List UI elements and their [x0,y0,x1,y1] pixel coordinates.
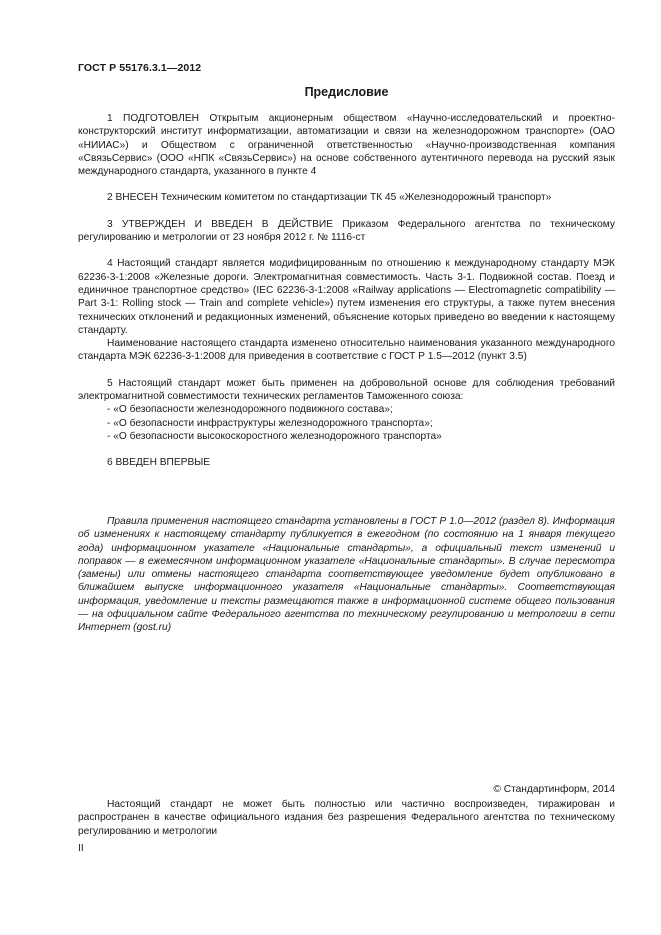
page-title: Предисловие [304,85,389,99]
paragraph-modified: 4 Настоящий стандарт является модифицированным по отношению к международному стандарту МЭК 62236-3-1:2008 «Железные дороги. Электромагнитная совместимость. Часть 3-1. Подвижной состав. Поезд и единичное транспортное средство» (IEC 62236-3-1:2008 «Railway applications — Electromagnetic compatibility — Part 3-1: Rolling stock — Train and complete vehicle») путем изменения его структуры, а также путем внесения технических отклонений и редакционных изменений, объяснение которых приведено во введении к настоящему стандарту. [78,258,615,336]
page-number: II [78,843,84,854]
paragraph-voluntary: 5 Настоящий стандарт может быть применен на добровольной основе для соблюдения требований электромагнитной совместимости технических регламентов Таможенного союза: [78,377,615,403]
list-item: - «О безопасности инфраструктуры железнодорожного транспорта»; [107,417,433,429]
paragraph-first-introduced: 6 ВВЕДЕН ВПЕРВЫЕ [107,457,211,469]
paragraph-approved: 3 УТВЕРЖДЕН И ВВЕДЕН В ДЕЙСТВИЕ Приказом Федерального агентства по техническому регулированию и метрологии от 23 ноября 2012 г. № 1116-ст [78,218,615,244]
standard-code: ГОСТ Р 55176.3.1—2012 [78,62,202,74]
paragraph-name-changed: Наименование настоящего стандарта изменено относительно наименования указанного международного стандарта МЭК 62236-3-1:2008 для приведения в соответствие с ГОСТ Р 1.5—2012 (пункт 3.5) [78,338,615,363]
usage-rules-note [78,515,615,635]
paragraph-prepared: 1 ПОДГОТОВЛЕН Открытым акционерным обществом «Научно-исследовательский и проектно-конструкторский институт информатизации, автоматизации и связи на железнодорожном транспорте» (ОАО «НИИАС») и Обществом с ограниченной ответственностью «Научно-производственная компания «СвязьСервис» (ООО «НПК «СвязьСервис») на основе собственного аутентичного перевода на русский язык международного стандарта, указанного в пункте 4 [78,113,615,178]
copyright: © Стандартинформ, 2014 [493,784,615,795]
usage-rules-text: Правила применения настоящего стандарта установлены в ГОСТ Р 1.0—2012 (раздел 8). Информация об изменениях к настоящему стандарту публикуется в ежегодном (по состоянию на 1 января текущего года) информационном указателе «Национальные стандарты», а официальный текст изменений и поправок — в ежемесячном информационном указателе «Национальные стандарты». В случае пересмотра (замены) или отмены настоящего стандарта соответствующее уведомление будет опубликовано в ближайшем выпуске информационного указателя «Национальные стандарты». Соответствующая информация, уведомление и тексты размещаются также в информационной системе общего пользования — на официальном сайте Федерального агентства по техническому регулированию и метрологии в сети Интернет (gost.ru) [78,516,615,634]
list-item: - «О безопасности высокоскоростного железнодорожного транспорта» [107,430,442,442]
regulations-list [78,403,615,443]
foreword-body [78,112,615,470]
paragraph-introduced: 2 ВНЕСЕН Техническим комитетом по стандартизации ТК 45 «Железнодорожный транспорт» [107,192,552,204]
reproduction-notice [78,798,615,838]
reproduction-notice-text: Настоящий стандарт не может быть полностью или частично воспроизведен, тиражирован и распространен в качестве официального издания без разрешения Федерального агентства по техническому регулированию и метрологии [78,799,615,837]
list-item: - «О безопасности железнодорожного подвижного состава»; [107,404,393,416]
